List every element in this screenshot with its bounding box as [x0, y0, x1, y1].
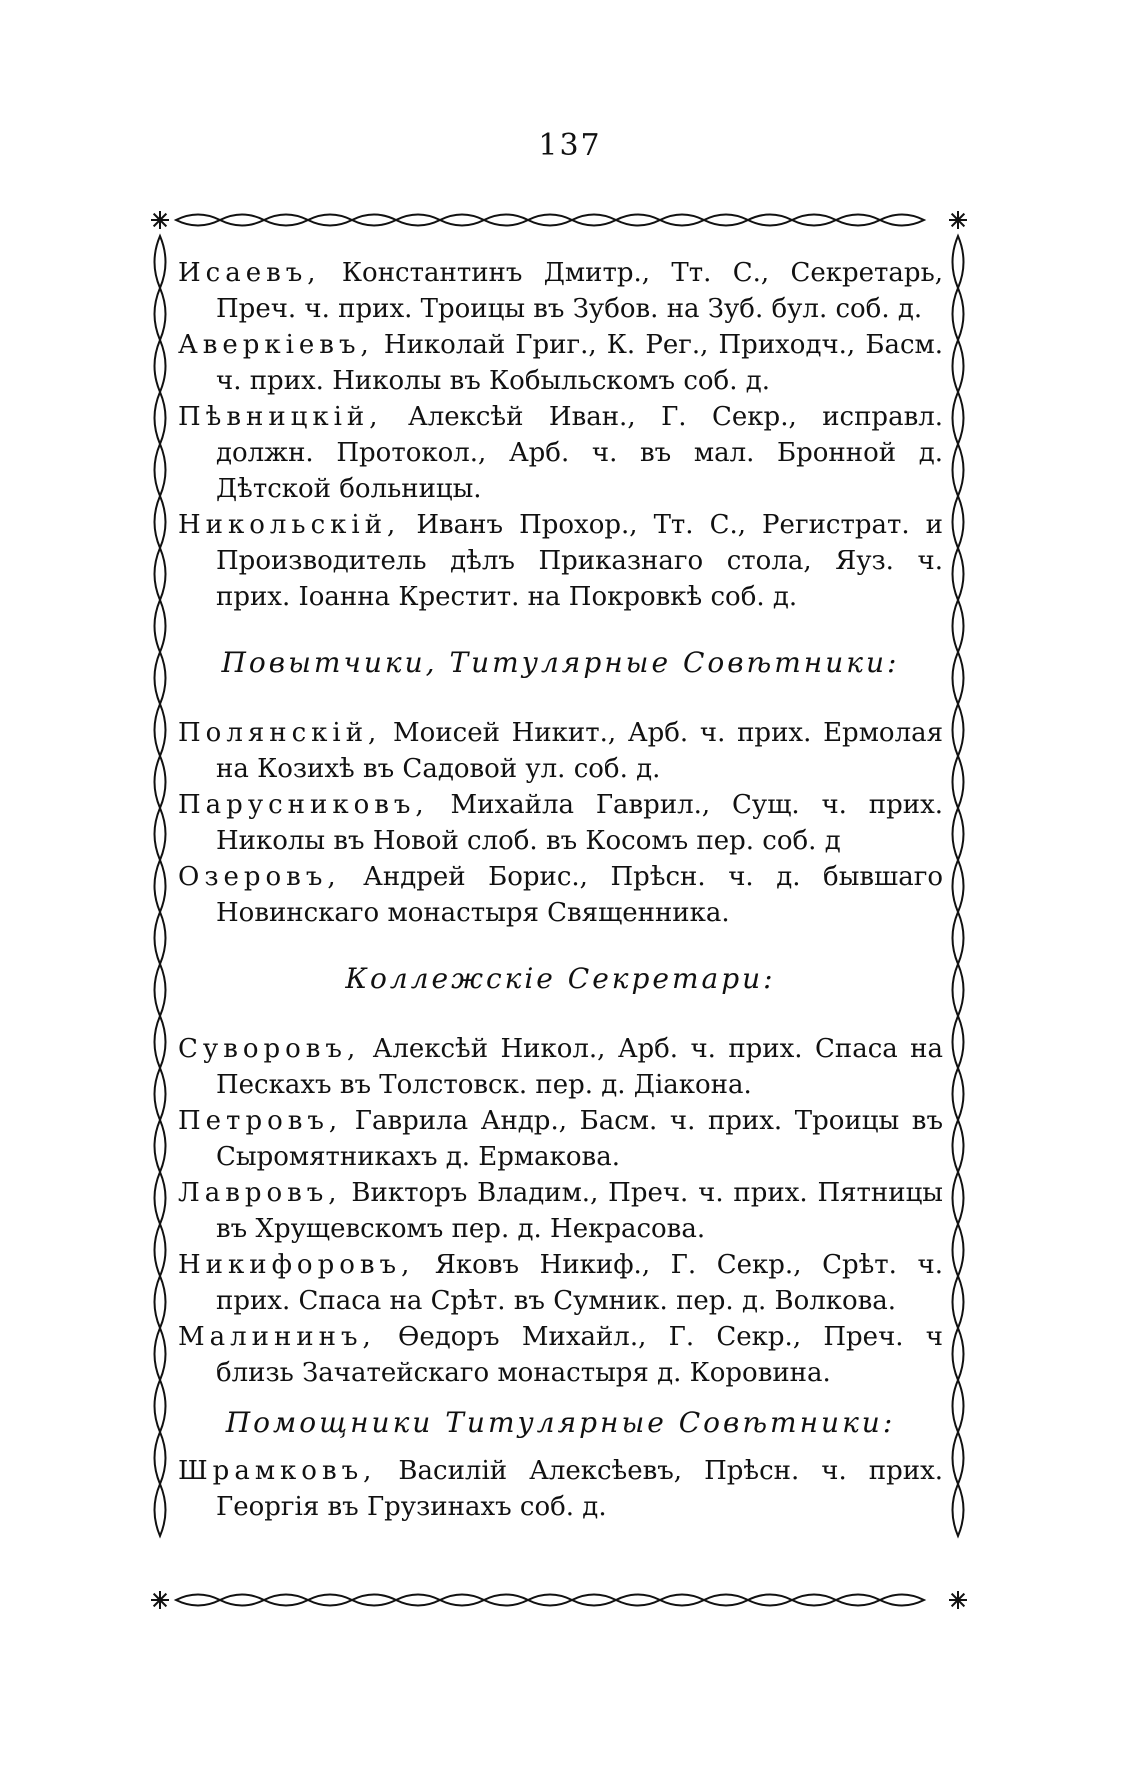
entry-isaev	[178, 255, 943, 327]
entry-details: Константинъ Дмитр., Тт. С., Секретарь, Преч. ч. прих. Троицы въ Зубов. на Зуб. бул. соб. д.	[216, 258, 943, 324]
entry-ozerov	[178, 859, 943, 931]
section-heading: Коллежскіе Секретари:	[345, 962, 776, 995]
entry-petrov	[178, 1103, 943, 1175]
entry-details: Викторъ Владим., Преч. ч. прих. Пятницы въ Хрущевскомъ пер. д. Некрасова.	[216, 1178, 943, 1244]
entry-shramkov	[178, 1453, 943, 1525]
entry-details: Моисей Никит., Арб. ч. прих. Ермолая на Козихѣ въ Садовой ул. соб. д.	[216, 718, 943, 784]
entry-nikolsky	[178, 507, 943, 615]
entry-details: Андрей Борис., Прѣсн. ч. д. бывшаго Новинскаго монастыря Священника.	[216, 862, 943, 928]
entry-surname: Малининъ,	[178, 1322, 376, 1352]
entry-polyansky	[178, 715, 943, 787]
entry-suvorov	[178, 1031, 943, 1103]
entry-details: Алексѣй Иван., Г. Секр., исправл. должн. Протокол., Арб. ч. въ мал. Бронной д. Дѣтской больницы.	[216, 402, 943, 504]
entry-surname: Исаевъ,	[178, 258, 321, 288]
entry-surname: Пѣвницкій,	[178, 402, 383, 432]
entry-surname: Никольскій,	[178, 510, 401, 540]
entry-surname: Суворовъ,	[178, 1034, 361, 1064]
entry-surname: Никифоровъ,	[178, 1250, 415, 1280]
section-heading: Помощники Титулярные Совѣтники:	[225, 1406, 896, 1439]
entry-lavrov	[178, 1175, 943, 1247]
entry-details: Ѳедоръ Михайл., Г. Секр., Преч. ч близь Зачатейскаго монастыря д. Коровина.	[216, 1322, 943, 1388]
section-secretaries	[178, 255, 943, 615]
entry-surname: Полянскій,	[178, 718, 382, 748]
page-content	[178, 255, 943, 1525]
entry-surname: Озеровъ,	[178, 862, 341, 892]
entry-details: Алексѣй Никол., Арб. ч. прих. Спаса на Пескахъ въ Толстовск. пер. д. Діакона.	[216, 1034, 943, 1100]
entry-averkiev	[178, 327, 943, 399]
entry-surname: Лавровъ,	[178, 1178, 342, 1208]
entry-surname: Шрамковъ,	[178, 1456, 377, 1486]
section-povytchiki	[178, 645, 943, 931]
entry-surname: Аверкіевъ,	[178, 330, 374, 360]
entry-parusnikov	[178, 787, 943, 859]
entry-surname: Парусниковъ,	[178, 790, 429, 820]
entry-details: Иванъ Прохор., Тт. С., Регистрат. и Производитель дѣлъ Приказнаго стола, Яуз. ч. прих. Іоанна Крестит. на Покровкѣ соб. д.	[216, 510, 943, 612]
entry-surname: Петровъ,	[178, 1106, 343, 1136]
page-number: 137	[538, 128, 602, 163]
entry-details: Михайла Гаврил., Сущ. ч. прих. Николы въ Новой слоб. въ Косомъ пер. соб. д	[216, 790, 943, 856]
entry-details: Николай Григ., К. Рег., Приходч., Басм. ч. прих. Николы въ Кобыльскомъ соб. д.	[216, 330, 943, 396]
section-heading: Повытчики, Титулярные Совѣтники:	[221, 646, 900, 679]
entry-details: Гаврила Андр., Басм. ч. прих. Троицы въ Сыромятникахъ д. Ермакова.	[216, 1106, 943, 1172]
section-assistants	[178, 1405, 943, 1525]
entry-details: Василій Алексѣевъ, Прѣсн. ч. прих. Георгія въ Грузинахъ соб. д.	[216, 1456, 943, 1522]
entry-details: Яковъ Никиф., Г. Секр., Срѣт. ч. прих. Спаса на Срѣт. въ Сумник. пер. д. Волкова.	[216, 1250, 943, 1316]
entry-nikiforov	[178, 1247, 943, 1319]
entry-pevnitsky	[178, 399, 943, 507]
section-collegiate-secretaries	[178, 961, 943, 1391]
entry-malinin	[178, 1319, 943, 1391]
